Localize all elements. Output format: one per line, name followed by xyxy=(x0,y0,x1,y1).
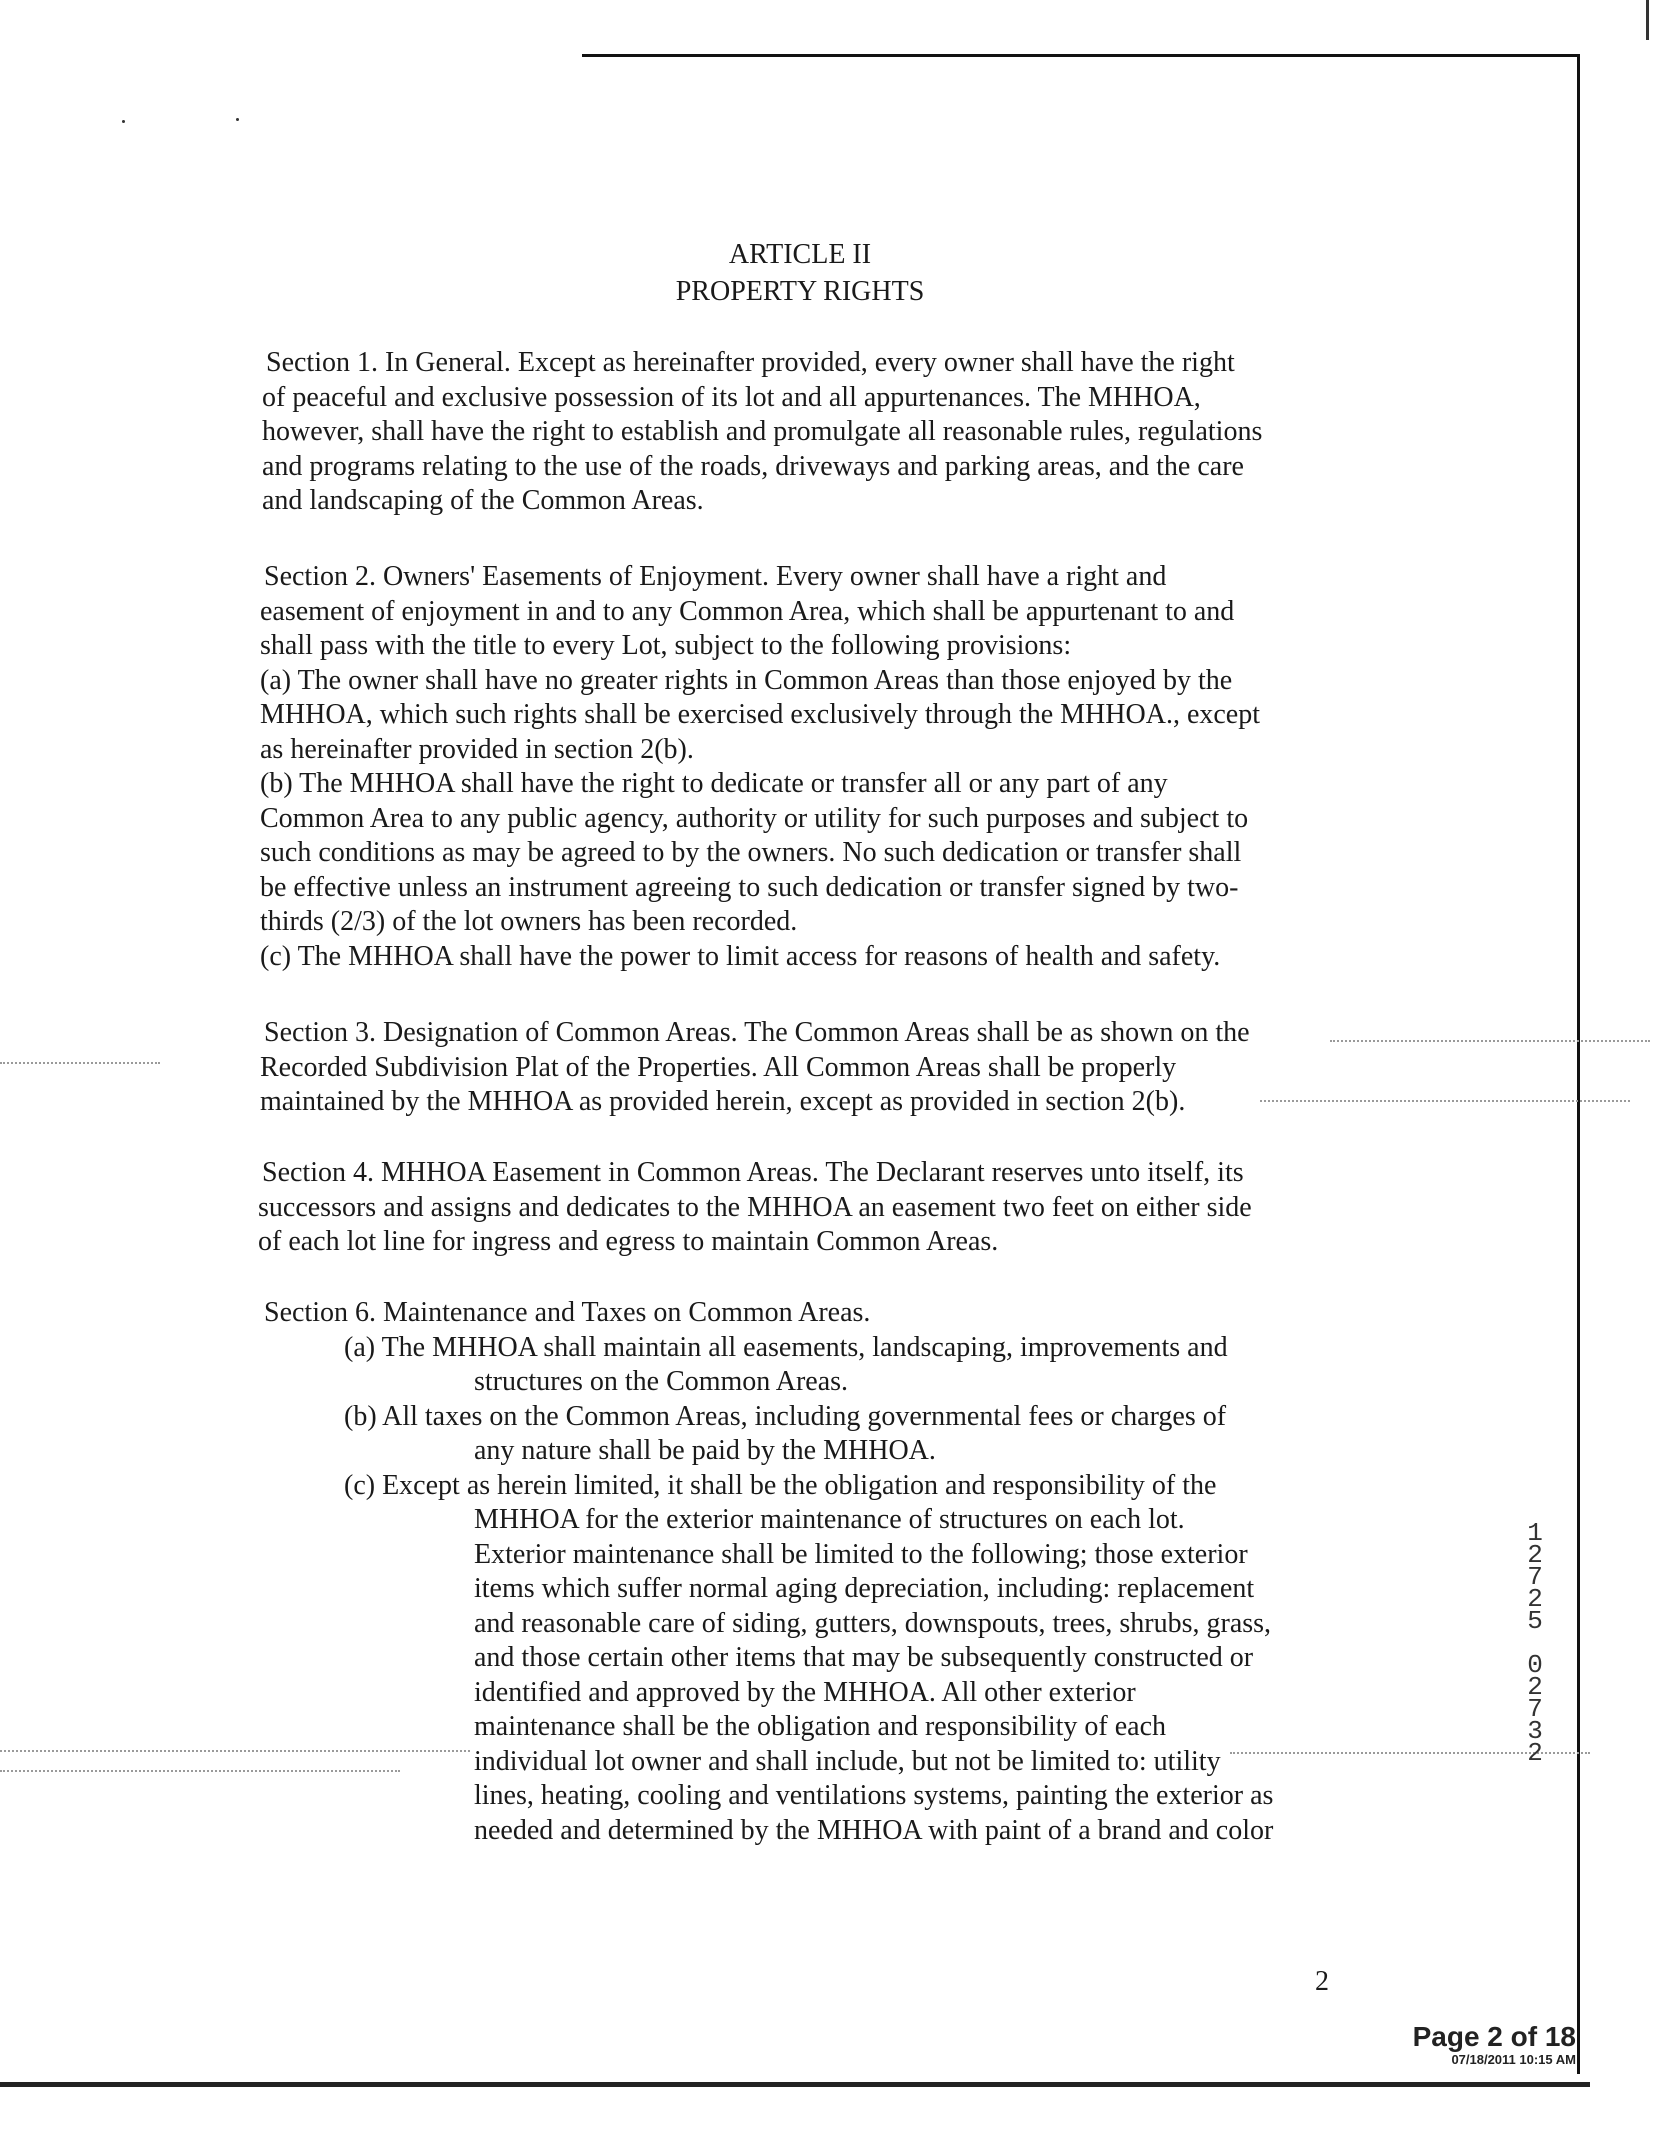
section-4 xyxy=(258,1156,1252,1260)
page-border-right xyxy=(1577,54,1580,2074)
section-4-line: successors and assigns and dedicates to the MHHOA an easement two feet on either side xyxy=(258,1191,1252,1223)
page-border-top xyxy=(582,54,1579,57)
scan-noise xyxy=(0,1750,470,1754)
section-6-item-c-cont: needed and determined by the MHHOA with paint of a brand and color xyxy=(474,1814,1274,1846)
section-6-item-c-cont: maintenance shall be the obligation and responsibility of each xyxy=(474,1711,1167,1742)
section-2-line: shall pass with the title to every Lot, subject to the following provisions: xyxy=(260,630,1072,661)
section-3-line: maintained by the MHHOA as provided herein, except as provided in section 2(b). xyxy=(260,1086,1186,1117)
section-6-item-a-cont: structures on the Common Areas. xyxy=(474,1366,849,1397)
recording-code-digit: 7 xyxy=(1527,1562,1543,1592)
section-3 xyxy=(260,1016,1250,1120)
section-3-line: Section 3. Designation of Common Areas. The Common Areas shall be as shown on the xyxy=(264,1017,1250,1048)
section-6-item-c-cont: lines, heating, cooling and ventilations systems, painting the exterior as xyxy=(474,1780,1274,1811)
section-2-line: be effective unless an instrument agreeing to such dedication or transfer signed by two- xyxy=(260,871,1239,903)
section-1-line: and landscaping of the Common Areas. xyxy=(262,485,704,516)
section-2-line: (a) The owner shall have no greater rights in Common Areas than those enjoyed by the xyxy=(260,664,1233,696)
article-title: PROPERTY RIGHTS xyxy=(675,276,925,307)
section-2-line: as hereinafter provided in section 2(b). xyxy=(260,733,694,765)
stamp-page: Page 2 of 18 xyxy=(1412,2021,1576,2052)
section-6-item-c-cont: MHHOA for the exterior maintenance of structures on each lot. xyxy=(474,1504,1185,1535)
section-2-line: MHHOA, which such rights shall be exercised exclusively through the MHHOA., except xyxy=(260,699,1261,730)
scan-corner-mark xyxy=(1646,0,1649,40)
section-6-item-c: (c) Except as herein limited, it shall be the obligation and responsibility of the xyxy=(344,1469,1217,1501)
section-2-line: such conditions as may be agreed to by the owners. No such dedication or transfer shall xyxy=(260,837,1242,868)
section-1-line: of peaceful and exclusive possession of its lot and all appurtenances. The MHHOA, xyxy=(262,381,1201,413)
section-6-item-b-cont: any nature shall be paid by the MHHOA. xyxy=(474,1435,936,1466)
section-1 xyxy=(262,346,1262,519)
section-6-item-c-cont: individual lot owner and shall include, but not be limited to: utility xyxy=(474,1745,1221,1777)
section-1-line: and programs relating to the use of the roads, driveways and parking areas, and the care xyxy=(262,450,1244,482)
scan-noise xyxy=(1330,1040,1650,1044)
section-2-line: thirds (2/3) of the lot owners has been recorded. xyxy=(260,906,798,937)
section-6-item-c-cont: and reasonable care of siding, gutters, downspouts, trees, shrubs, grass, xyxy=(474,1607,1272,1639)
section-4-line: Section 4. MHHOA Easement in Common Areas. The Declarant reserves unto itself, its xyxy=(262,1157,1244,1188)
section-6-item-c-cont: and those certain other items that may be subsequently constructed or xyxy=(474,1642,1254,1673)
scan-noise xyxy=(0,1062,160,1066)
article-heading xyxy=(560,236,1040,310)
section-2 xyxy=(260,560,1260,974)
page-border-bottom xyxy=(0,2082,1590,2087)
section-6-heading: Section 6. Maintenance and Taxes on Common Areas. xyxy=(264,1297,871,1328)
recording-code-digit: 2 xyxy=(1527,1584,1543,1614)
recording-code-digit: 3 xyxy=(1527,1716,1543,1746)
section-6 xyxy=(264,1296,1273,1848)
recording-code-digit: 2 xyxy=(1527,1738,1543,1768)
section-2-line: (b) The MHHOA shall have the right to dedicate or transfer all or any part of any xyxy=(260,768,1168,799)
scan-noise xyxy=(1260,1100,1630,1104)
fax-stamp xyxy=(1400,2022,1576,2068)
scan-noise xyxy=(0,1770,400,1774)
scan-speck xyxy=(122,120,125,123)
section-6-item-c-cont: identified and approved by the MHHOA. All other exterior xyxy=(474,1676,1136,1708)
section-1-line: Section 1. In General. Except as hereinafter provided, every owner shall have the right xyxy=(266,347,1235,378)
section-2-line: (c) The MHHOA shall have the power to limit access for reasons of health and safety. xyxy=(260,940,1221,972)
recording-code-digit: 0 xyxy=(1527,1650,1543,1680)
section-1-line: however, shall have the right to establish and promulgate all reasonable rules, regulations xyxy=(262,416,1263,447)
section-4-line: of each lot line for ingress and egress to maintain Common Areas. xyxy=(258,1226,999,1257)
recording-code-digit: 7 xyxy=(1527,1694,1543,1724)
article-number: ARTICLE II xyxy=(728,239,872,270)
scan-speck xyxy=(236,118,239,121)
recording-code-digit: 5 xyxy=(1527,1606,1543,1636)
section-6-item-c-cont: items which suffer normal aging depreciation, including: replacement xyxy=(474,1573,1255,1604)
recording-code xyxy=(1520,1518,1550,1768)
recording-code-digit: 1 xyxy=(1527,1518,1543,1548)
section-2-line: Section 2. Owners' Easements of Enjoyment. Every owner shall have a right and xyxy=(264,561,1167,592)
section-3-line: Recorded Subdivision Plat of the Properties. All Common Areas shall be properly xyxy=(260,1051,1177,1083)
stamp-datetime: 07/18/2011 10:15 AM xyxy=(1451,2052,1576,2067)
recording-code-digit: 2 xyxy=(1527,1672,1543,1702)
section-6-item-c-cont: Exterior maintenance shall be limited to the following; those exterior xyxy=(474,1538,1248,1570)
recording-code-digit: 2 xyxy=(1527,1540,1543,1570)
section-6-item-b: (b) All taxes on the Common Areas, including governmental fees or charges of xyxy=(344,1400,1227,1432)
section-2-line: easement of enjoyment in and to any Common Area, which shall be appurtenant to and xyxy=(260,595,1235,627)
page-number: 2 xyxy=(1315,1966,1329,1997)
section-6-item-a: (a) The MHHOA shall maintain all easements, landscaping, improvements and xyxy=(344,1331,1228,1363)
section-2-line: Common Area to any public agency, authority or utility for such purposes and subject to xyxy=(260,802,1249,834)
